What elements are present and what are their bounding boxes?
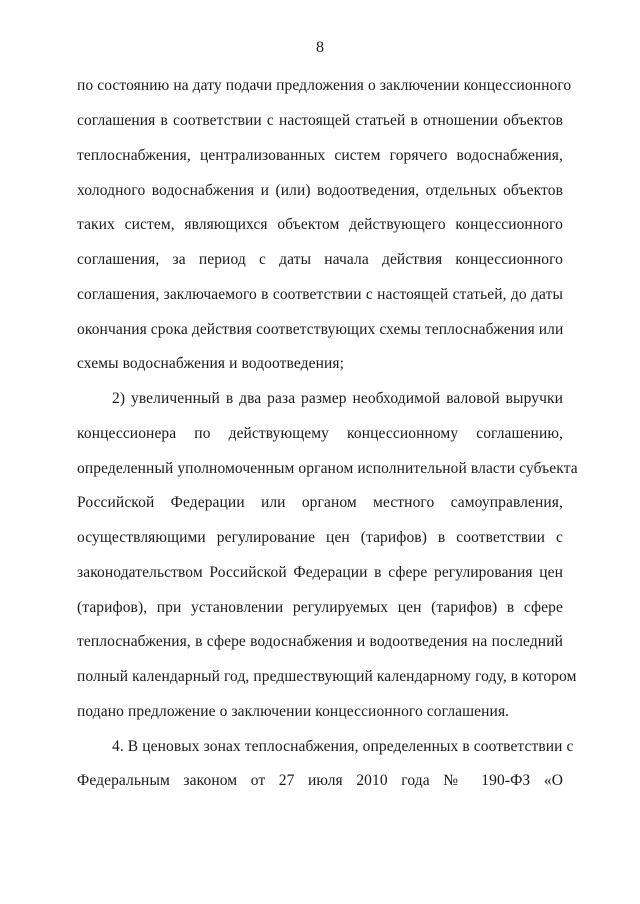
text-line: соглашения, заключаемого в соответствии с настоящей статьей, до даты: [77, 286, 563, 303]
text-line: схемы водоснабжения и водоотведения;: [77, 355, 345, 372]
text-line: полный календарный год, предшествующий календарному году, в котором: [77, 668, 577, 685]
page-number: 8: [316, 39, 324, 56]
text-line: 2) увеличенный в два раза размер необходимой валовой выручки: [112, 390, 563, 407]
text-line: концессионера по действующему концессионному соглашению,: [77, 425, 563, 442]
text-line: соглашения в соответствии с настоящей статьей в отношении объектов: [77, 112, 563, 129]
text-line: окончания срока действия соответствующих схемы теплоснабжения или: [77, 321, 564, 338]
text-line: Федеральным законом от 27 июля 2010 года № 190-ФЗ «О: [77, 772, 563, 789]
text-line: определенный уполномоченным органом исполнительной власти субъекта: [77, 460, 578, 477]
text-line: подано предложение о заключении концессионного соглашения.: [77, 703, 510, 720]
text-line: осуществляющими регулирование цен (тарифов) в соответствии с: [77, 529, 563, 546]
text-line: теплоснабжения, в сфере водоснабжения и водоотведения на последний: [77, 633, 563, 650]
text-line: законодательством Российской Федерации в сфере регулирования цен: [77, 564, 563, 581]
text-line: (тарифов), при установлении регулируемых цен (тарифов) в сфере: [77, 599, 563, 616]
text-line: Российской Федерации или органом местного самоуправления,: [77, 494, 563, 511]
text-line: 4. В ценовых зонах теплоснабжения, определенных в соответствии с: [112, 738, 574, 755]
text-line: холодного водоснабжения и (или) водоотведения, отдельных объектов: [77, 182, 563, 199]
text-line: по состоянию на дату подачи предложения о заключении концессионного: [77, 77, 572, 94]
text-line: таких систем, являющихся объектом действующего концессионного: [77, 216, 563, 233]
text-line: теплоснабжения, централизованных систем горячего водоснабжения,: [77, 147, 563, 164]
text-line: соглашения, за период с даты начала действия концессионного: [77, 251, 563, 268]
